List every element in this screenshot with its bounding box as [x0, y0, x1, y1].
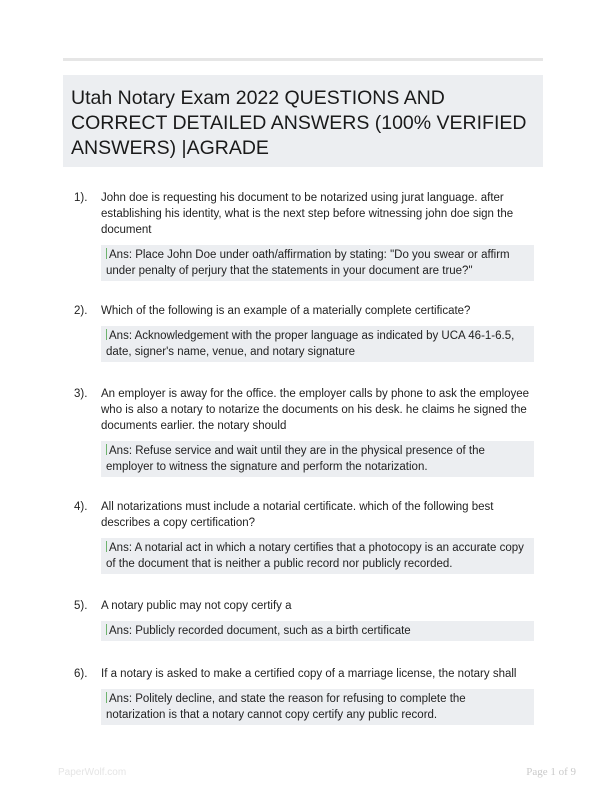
- question-item: [74, 303, 544, 362]
- answer-text: Ans: Refuse service and wait until they are in the physical presence of the employer to witness the signature and perform the notarization.: [106, 445, 485, 473]
- answer-box: [101, 441, 534, 477]
- top-divider: [63, 58, 543, 61]
- page-indicator: Page 1 of 9: [526, 766, 576, 778]
- question-number: 2).: [74, 305, 88, 317]
- question-text: A notary public may not copy certify a: [101, 600, 292, 612]
- question-number: 4).: [74, 501, 88, 513]
- answer-box: [101, 689, 534, 725]
- question-text: John doe is requesting his document to be notarized using jurat language. after establishing his identity, what is the next step before witnessing john doe sign the document: [101, 192, 514, 236]
- watermark-text: PaperWolf.com: [58, 767, 127, 778]
- answer-text: Ans: A notarial act in which a notary certifies that a photocopy is an accurate copy of the document that is neither a public record nor publicly recorded.: [106, 542, 524, 570]
- answer-marker: [106, 624, 107, 635]
- question-item: [74, 499, 544, 574]
- title-banner: [63, 75, 543, 167]
- answer-box: [101, 245, 534, 281]
- answer-text: Ans: Acknowledgement with the proper language as indicated by UCA 46-1-6.5, date, signer's name, venue, and notary signature: [106, 330, 515, 358]
- answer-marker: [106, 541, 107, 552]
- answer-marker: [106, 248, 107, 259]
- question-number: 1).: [74, 192, 88, 204]
- question-text: Which of the following is an example of a materially complete certificate?: [101, 305, 471, 317]
- question-item: [74, 666, 544, 725]
- question-text: An employer is away for the office. the employer calls by phone to ask the employee who is also a notary to notarize the documents on his desk. he claims he signed the documents earlier. the notary should: [101, 388, 530, 432]
- question-text: All notarizations must include a notarial certificate. which of the following best describes a copy certification?: [101, 501, 494, 529]
- question-item: [74, 386, 544, 477]
- answer-marker: [106, 692, 107, 703]
- question-text: If a notary is asked to make a certified copy of a marriage license, the notary shall: [101, 668, 517, 680]
- answer-text: Ans: Politely decline, and state the reason for refusing to complete the notarization is that a notary cannot copy certify any public record.: [106, 693, 466, 721]
- question-item: [74, 190, 544, 281]
- answer-box: [101, 538, 534, 574]
- answer-text: Ans: Place John Doe under oath/affirmation by stating: "Do you swear or affirm under penalty of perjury that the statements in your document are true?": [106, 249, 510, 277]
- answer-marker: [106, 444, 107, 455]
- question-item: [74, 598, 544, 641]
- answer-box: [101, 621, 534, 641]
- answer-box: [101, 326, 534, 362]
- question-number: 6).: [74, 668, 88, 680]
- answer-text: Ans: Publicly recorded document, such as a birth certificate: [109, 625, 411, 637]
- question-number: 5).: [74, 600, 88, 612]
- document-title: Utah Notary Exam 2022 QUESTIONS AND CORRECT DETAILED ANSWERS (100% VERIFIED ANSWERS) |AGRADE: [71, 87, 527, 159]
- question-number: 3).: [74, 388, 88, 400]
- answer-marker: [106, 329, 107, 340]
